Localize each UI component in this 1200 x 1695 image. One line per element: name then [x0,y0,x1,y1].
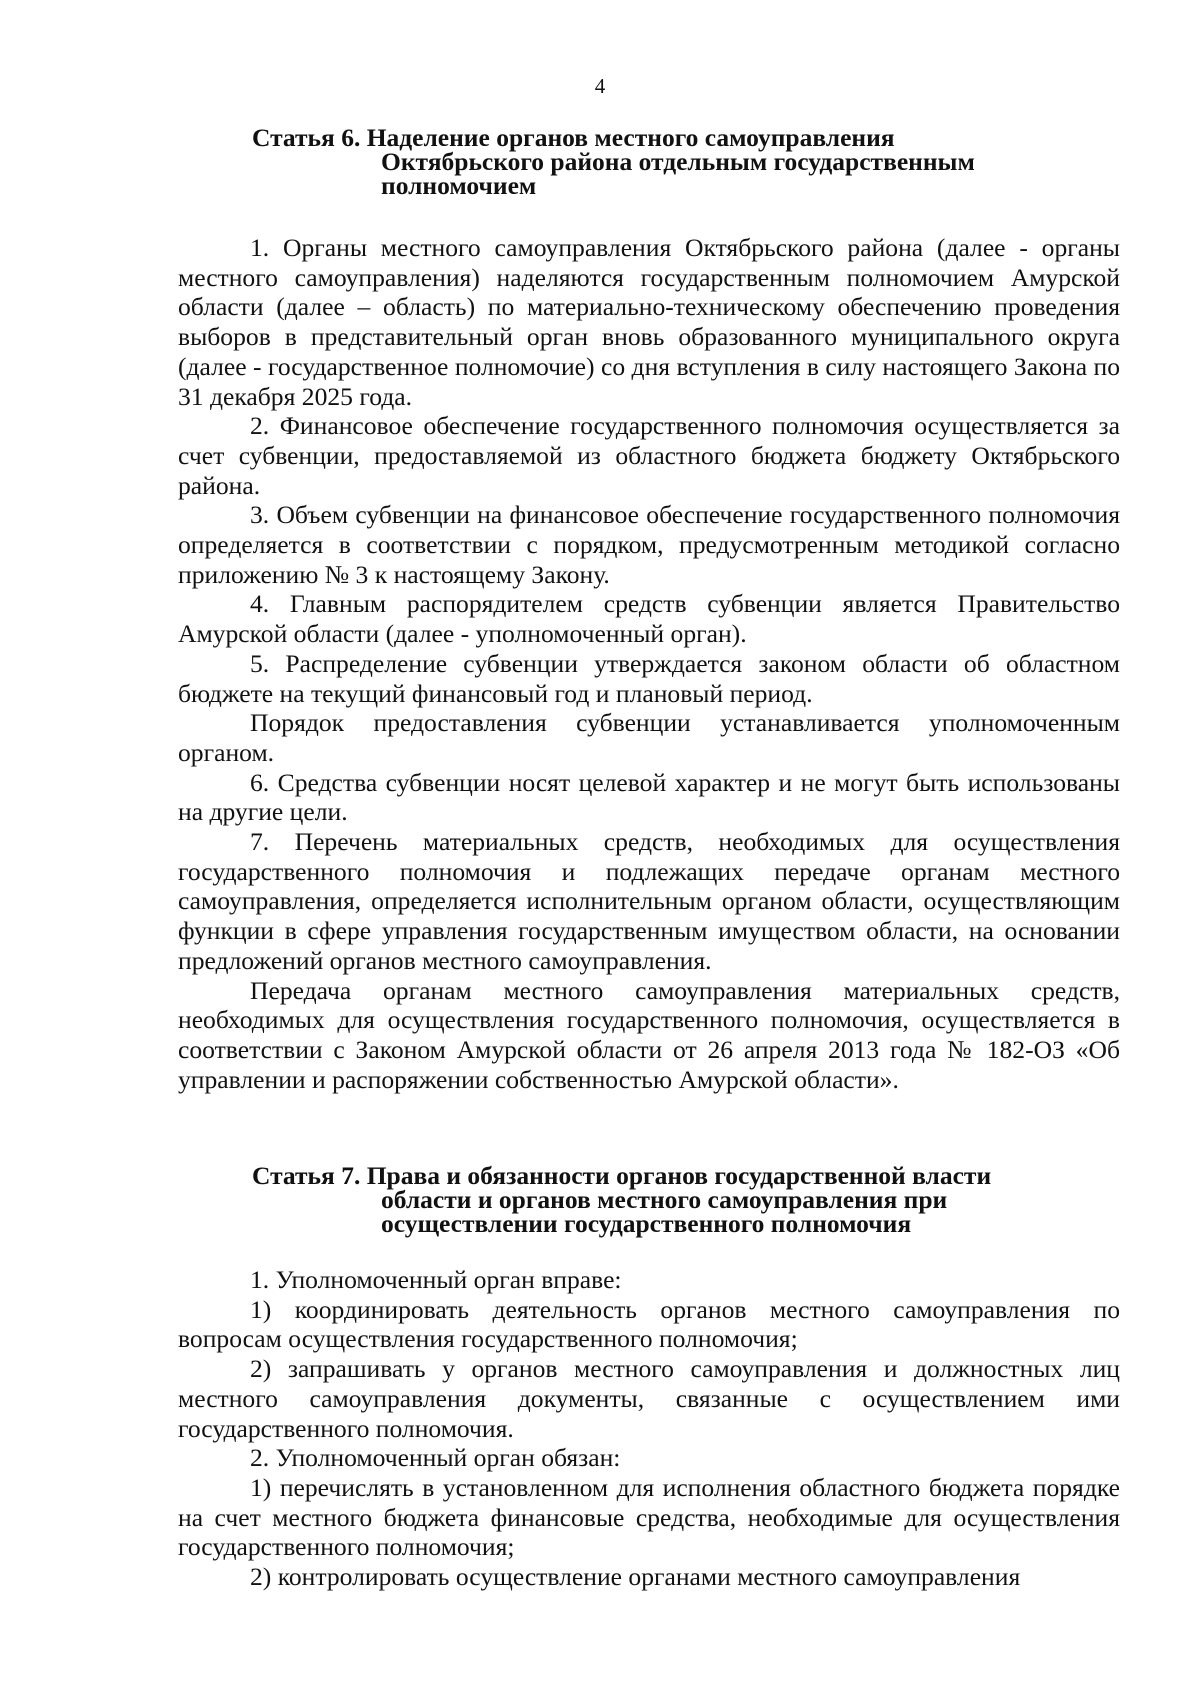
article-7-paragraph: 1. Уполномоченный орган вправе: [250,1265,622,1294]
article-7-paragraph: 2) контролировать осуществление органами местного самоуправления [250,1562,1021,1592]
article-7-paragraph: 2) запрашивать у органов местного самоуправления и должностных лиц местного самоуправления документы, связанные с осуществлением ими государственного полномочия. [178,1354,1120,1443]
article-7-heading-line: Статья 7. Права и обязанности органов государственной власти [252,1161,992,1190]
article-7-paragraph: 1) перечислять в установленном для исполнения областного бюджета порядке на счет местного бюджета финансовые средства, необходимые для осуществления государственного полномочия; [178,1472,1120,1562]
article-6-heading-line: Статья 6. Наделение органов местного самоуправления [252,123,895,152]
article-6-paragraph: 1. Органы местного самоуправления Октябрьского района (далее - органы местного самоуправления) наделяются государственным полномочием Амурской области (далее – область) по материально-техническому обеспечению проведения выборов в представительный орган вновь образованного муниципального округа (далее - государственное полномочие) со дня вступления в силу настоящего Закона по 31 декабря 2025 года. [178,233,1120,411]
article-7-heading-line: области и органов местного самоуправления при [381,1185,948,1214]
article-6-body [178,233,1120,1094]
article-7-body [178,1265,1120,1592]
article-6-paragraph: 4. Главным распорядителем средств субвенции является Правительство Амурской области (далее - уполномоченный орган). [178,589,1120,649]
article-7-heading [252,1161,992,1238]
article-6-paragraph: 6. Средства субвенции носят целевой характер и не могут быть использованы на другие цели. [178,767,1120,827]
article-7-heading-line: осуществлении государственного полномочия [381,1209,912,1238]
article-6-paragraph: 7. Перечень материальных средств, необходимых для осуществления государственного полномочия и подлежащих передаче органам местного самоуправления, определяется исполнительным органом области, осуществляющим функции в сфере управления государственным имуществом области, на основании предложений органов местного самоуправления. [178,827,1120,975]
article-6-heading [252,123,975,200]
article-6-paragraph: 5. Распределение субвенции утверждается законом области об областном бюджете на текущий финансовый год и плановый период. [178,648,1120,708]
article-6-paragraph: 2. Финансовое обеспечение государственного полномочия осуществляется за счет субвенции, предоставляемой из областного бюджета бюджету Октябрьского района. [178,411,1120,500]
article-6-paragraph: Передача органам местного самоуправления материальных средств, необходимых для осуществления государственного полномочия, осуществляется в соответствии с Законом Амурской области от 26 апреля 2013 года № 182-ОЗ «Об управлении и распоряжении собственностью Амурской области». [178,975,1120,1094]
article-6-heading-line: Октябрьского района отдельным государственным [381,147,975,176]
article-7-paragraph: 1) координировать деятельность органов местного самоуправления по вопросам осуществления государственного полномочия; [178,1294,1120,1354]
article-6-paragraph: Порядок предоставления субвенции устанавливается уполномоченным органом. [178,708,1120,767]
article-7-paragraph: 2. Уполномоченный орган обязан: [250,1443,621,1473]
page-number: 4 [594,74,606,98]
article-6-paragraph: 3. Объем субвенции на финансовое обеспечение государственного полномочия определяется в соответствии с порядком, предусмотренным методикой согласно приложению № 3 к настоящему Закону. [178,500,1120,589]
article-6-heading-line: полномочием [381,171,537,200]
